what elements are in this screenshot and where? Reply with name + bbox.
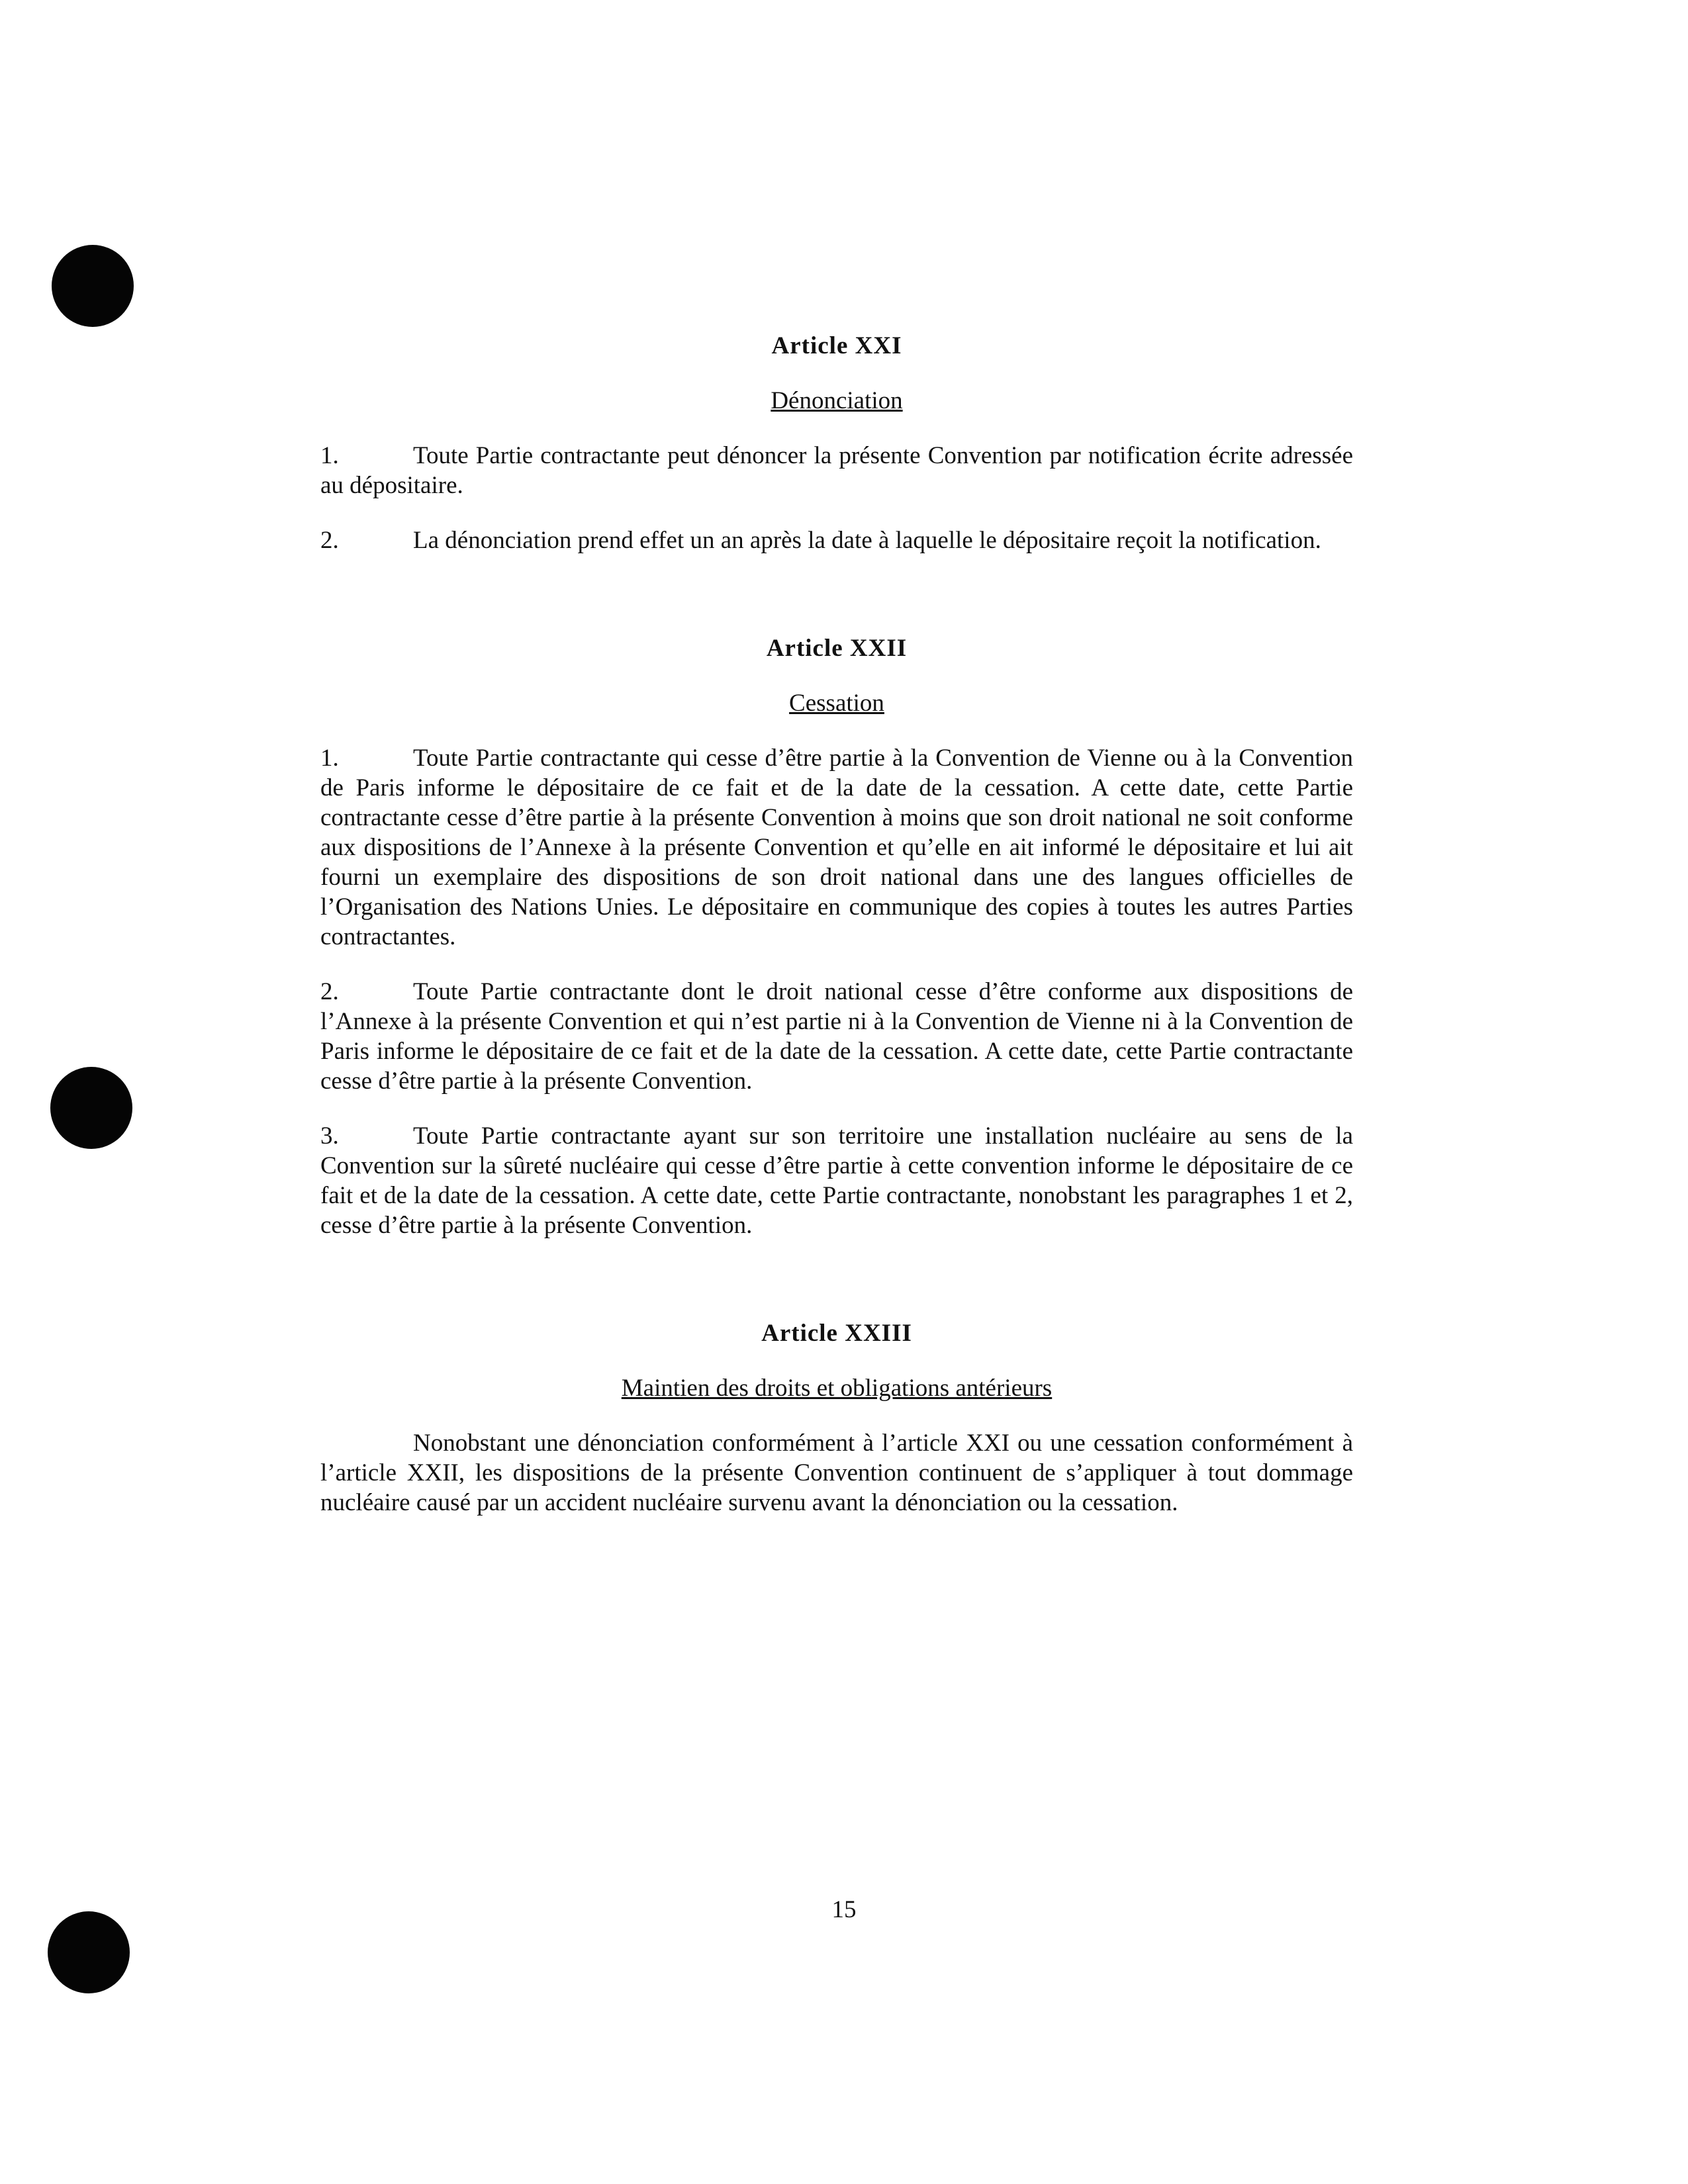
paragraph-text: Nonobstant une dénonciation conformément à l’article XXI ou une cessation conformément à l’article XXII, les dispositions de la présente Convention continuent de s’appliquer à tout dommage nucléaire causé par un accident nucléaire survenu avant la dénonciation ou la cessation.: [320, 1430, 1353, 1516]
article-subheading: Dénonciation: [771, 387, 903, 414]
article-subheading: Maintien des droits et obligations antérieurs: [621, 1375, 1053, 1402]
page-number: 15: [831, 1896, 857, 1923]
article-xxi: [320, 331, 1353, 555]
paragraph: [320, 1121, 1353, 1240]
article-heading: Article XXIII: [761, 1320, 912, 1347]
paragraph-text: La dénonciation prend effet un an après la date à laquelle le dépositaire reçoit la notification.: [413, 527, 1321, 554]
paragraph: [320, 743, 1353, 952]
paragraph-number: 2.: [320, 978, 339, 1005]
paragraph-number: 3.: [320, 1122, 339, 1150]
paragraph-number: 1.: [320, 442, 339, 469]
paragraph: [320, 525, 1353, 555]
paragraph-number: 2.: [320, 527, 339, 554]
article-heading: Article XXII: [766, 635, 908, 662]
paragraph-number: 1.: [320, 745, 339, 772]
article-xxii: [320, 633, 1353, 1240]
paragraph: [320, 1428, 1353, 1518]
punch-hole-middle: [50, 1067, 132, 1149]
paragraph: [320, 441, 1353, 500]
document-body: [320, 331, 1353, 1518]
article-heading: Article XXI: [771, 332, 902, 359]
paragraph-text: Toute Partie contractante dont le droit national cesse d’être conforme aux dispositions de l’Annexe à la présente Convention et qui n’est partie ni à la Convention de Vienne ni à la Convention de Paris informe le dépositaire de ce fait et de la date de la cessation. A cette date, cette Partie contractante cesse d’être partie à la présente Convention.: [320, 978, 1353, 1095]
paragraph-text: Toute Partie contractante peut dénoncer la présente Convention par notification écrite adressée au dépositaire.: [320, 442, 1353, 499]
article-xxiii: [320, 1318, 1353, 1518]
paragraph-text: Toute Partie contractante ayant sur son territoire une installation nucléaire au sens de la Convention sur la sûreté nucléaire qui cesse d’être partie à cette convention informe le dépositaire de ce fait et de la date de la cessation. A cette date, cette Partie contractante, nonobstant les paragraphes 1 et 2, cesse d’être partie à la présente Convention.: [320, 1122, 1353, 1239]
punch-hole-top: [52, 245, 134, 327]
article-subheading: Cessation: [789, 690, 884, 717]
paragraph: [320, 977, 1353, 1096]
paragraph-text: Toute Partie contractante qui cesse d’être partie à la Convention de Vienne ou à la Convention de Paris informe le dépositaire de ce fait et de la date de la cessation. A cette date, cette Partie contractante cesse d’être partie à la présente Convention à moins que son droit national ne soit conforme aux dispositions de l’Annexe à la présente Convention et qu’elle en ait informé le dépositaire et lui ait fourni un exemplaire des dispositions de son droit national dans une des langues officielles de l’Organisation des Nations Unies. Le dépositaire en communique des copies à toutes les autres Parties contractantes.: [320, 745, 1353, 950]
